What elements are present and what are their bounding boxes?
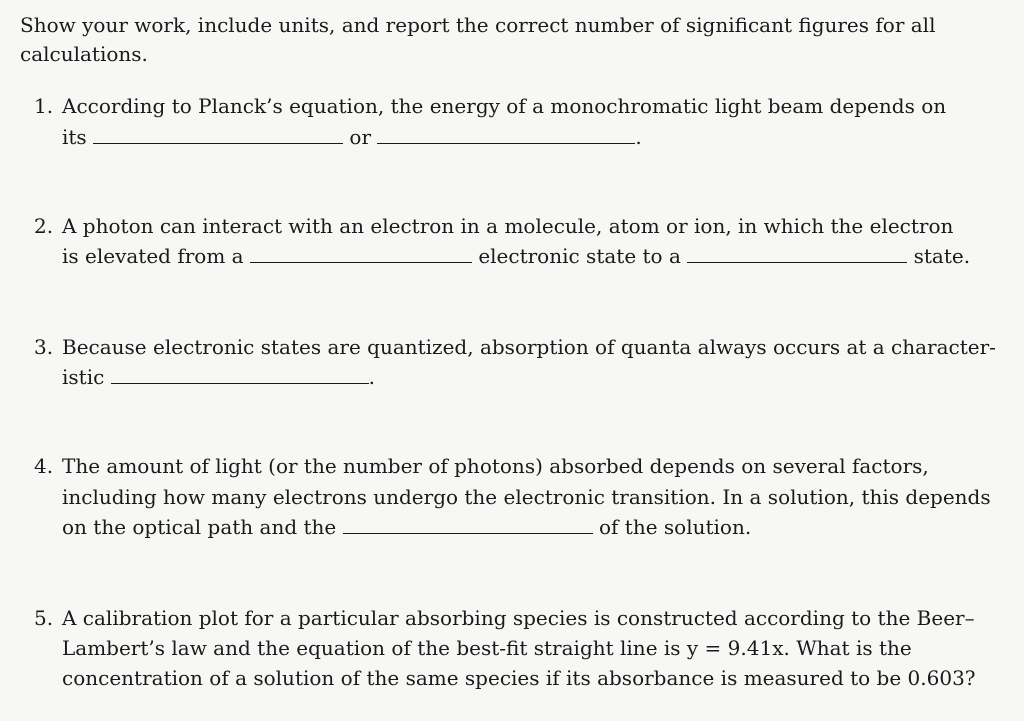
answer-blank-1a[interactable]	[93, 129, 343, 144]
question-1-line-2	[62, 124, 642, 150]
question-text: on the optical path and the	[62, 515, 337, 539]
question-text: The amount of light (or the number of photons) absorbed depends on several factors,	[62, 454, 929, 478]
question-4-line-3	[62, 514, 751, 540]
question-3-line-2	[62, 364, 375, 390]
question-number: 2.	[34, 214, 54, 238]
question-text: A photon can interact with an electron in a molecule, atom or ion, in which the electron	[62, 214, 954, 238]
question-number: 5.	[34, 606, 54, 630]
question-text: According to Planck’s equation, the energy of a monochromatic light beam depends on	[62, 94, 947, 118]
answer-blank-4[interactable]	[343, 519, 593, 534]
question-3-line-1	[34, 334, 996, 360]
question-number: 4.	[34, 454, 54, 478]
question-text: is elevated from a	[62, 244, 244, 268]
answer-blank-3[interactable]	[111, 369, 369, 384]
question-text: electronic state to a	[478, 244, 681, 268]
answer-blank-1b[interactable]	[377, 129, 635, 144]
question-number: 3.	[34, 335, 54, 359]
question-5-line-1	[34, 605, 975, 631]
answer-blank-2b[interactable]	[687, 248, 907, 263]
instructions-line-1: Show your work, include units, and report the correct number of significant figures for all	[20, 13, 936, 37]
question-4-line-1	[34, 453, 929, 479]
question-text: .	[368, 365, 376, 389]
question-text: istic	[62, 365, 105, 389]
question-text: Because electronic states are quantized, absorption of quanta always occurs at a character-	[62, 335, 996, 359]
question-number: 1.	[34, 94, 54, 118]
question-text: its	[62, 125, 87, 149]
question-5-line-2: Lambert’s law and the equation of the best-fit straight line is y = 9.41x. What is the	[62, 636, 912, 660]
answer-blank-2a[interactable]	[250, 248, 472, 263]
question-text: .	[635, 125, 642, 149]
question-text: state.	[913, 244, 971, 268]
question-text: A calibration plot for a particular absorbing species is constructed according to the Beer–	[62, 606, 975, 630]
question-5-line-3: concentration of a solution of the same species if its absorbance is measured to be 0.603?	[62, 666, 976, 690]
question-2-line-2	[62, 243, 970, 269]
question-text: of the solution.	[599, 515, 752, 539]
question-1-line-1	[34, 93, 946, 119]
question-4-line-2: including how many electrons undergo the electronic transition. In a solution, this depends	[62, 485, 991, 509]
question-text: or	[349, 125, 372, 149]
instructions-line-2: calculations.	[20, 42, 148, 66]
question-2-line-1	[34, 213, 953, 239]
